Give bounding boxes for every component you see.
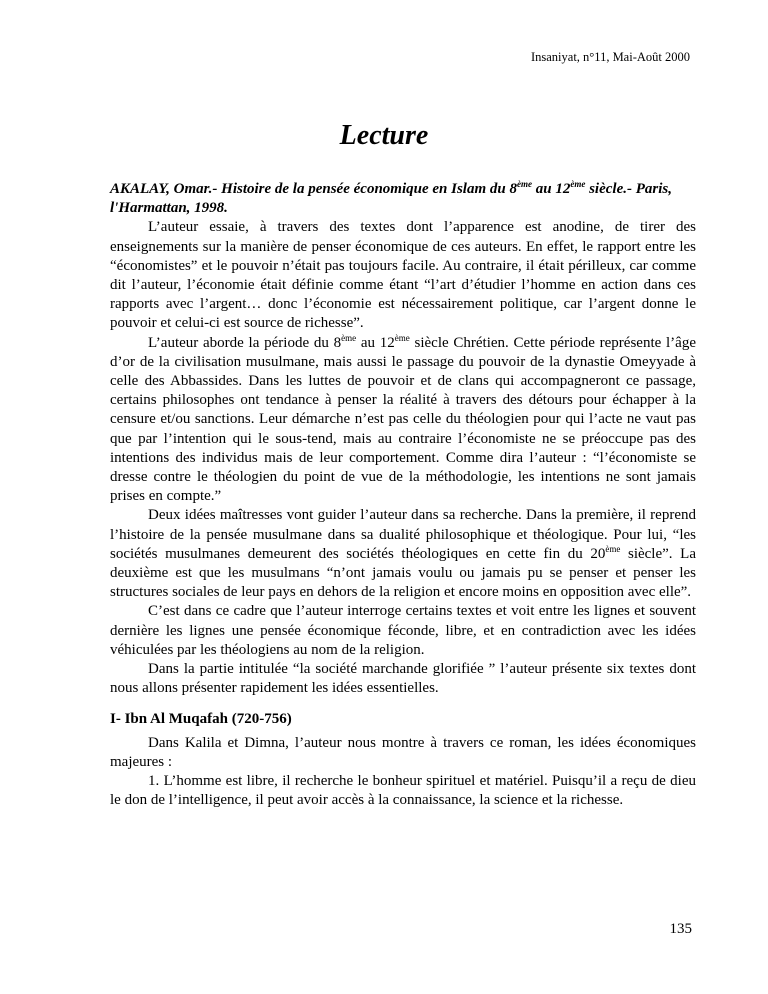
paragraph-2 [110,334,696,507]
reference-part-3: siècle.- Paris, l'Harmattan, 1998. [110,181,672,217]
journal-header: Insaniyat, n°11, Mai-Août 2000 [530,50,690,64]
paragraph-3 [110,506,696,602]
section-heading: I- Ibn Al Muqafah (720-756) [110,711,292,728]
paragraph-1: L’auteur essaie, à travers des textes dont l’apparence est anodine, de tirer des enseignements sur la manière de penser économique de ces auteurs. En effet, le rapport entre les “économistes” et le pouvoir n’était pas toujours facile. Au contraire, il était périlleux, car comme dit l’auteur, l’économie était définie comme étant “l’art d’étudier l’homme en action dans ces rapports avec l’argent… donc l’économie est nécessairement politique, car l’argent donne le pouvoir et celui-ci est source de richesse”. [110,219,696,332]
section-paragraph-1: Dans Kalila et Dimna, l’auteur nous montre à travers ce roman, les idées économiques majeures : [110,734,696,770]
reference-part-1: AKALAY, Omar.- Histoire de la pensée économique en Islam du 8 [110,181,517,197]
paragraph-2-part-2: au 12 [356,334,395,351]
paragraph-3-sup-1: ème [605,543,621,554]
paragraph-2-part-1: L’auteur aborde la période du 8 [148,334,342,351]
page-number: 135 [669,921,692,937]
book-reference [110,180,696,218]
reference-part-2: au 12 [531,181,571,197]
paragraph-3-part-2: siècle”. La deuxième est que les musulmans “n’ont jamais voulu ou jamais pu se penser et penser les structures sociales de leur pays en dehors de la religion et encore moins en opposition avec elle”. [110,545,696,601]
paragraph-4: C’est dans ce cadre que l’auteur interroge certains textes et voit entre les lignes et souvent dernière les lignes une pensée économique féconde, libre, et en contradiction avec les idées véhiculées par les théologiens au nom de la religion. [110,603,696,658]
page-title: Lecture [339,120,429,151]
reference-sup-1: ème [516,179,532,189]
paragraph-5: Dans la partie intitulée “la société marchande glorifiée ” l’auteur présente six textes dont nous allons présenter rapidement les idées essentielles. [110,661,696,697]
paragraph-2-sup-2: ème [394,332,410,343]
paragraph-2-sup-1: ème [341,332,357,343]
article-body [110,180,696,811]
reference-sup-2: ème [570,179,586,189]
section-paragraph-2: 1. L’homme est libre, il recherche le bonheur spirituel et matériel. Puisqu’il a reçu de dieu le don de l’intelligence, il peut avoir accès à la connaissance, la science et la richesse. [110,773,696,809]
paragraph-3-part-1: Deux idées maîtresses vont guider l’auteur dans sa recherche. Dans la première, il reprend l’histoire de la pensée musulmane dans sa dualité philosophique et théologique. Pour lui, “les sociétés musulmanes demeurent des sociétés théologiques en cette fin du 20 [110,507,696,562]
paragraph-2-part-3: siècle Chrétien. Cette période représente l’âge d’or de la civilisation musulmane, mais aussi le passage du pouvoir de la dynastie Omeyyade à celle des Abbassides. Dans les luttes de pouvoir et de clans qui accompagneront ce passage, certains philosophes ont tendance à penser la réalité à travers des détours pour échapper à la censure et/ou sanctions. Leur démarche n’est pas celle du théologien pour qui l’acte ne vaut pas que par l’intention qui le sous-tend, mais au contraire l’économiste ne se préoccupe pas des intentions des individus mais de leur comportement. Comme dira l’auteur : “l’économiste se dresse contre le théologien du point de vue de la méthodologie, les intentions ne sont jamais prises en compte.” [110,334,696,505]
